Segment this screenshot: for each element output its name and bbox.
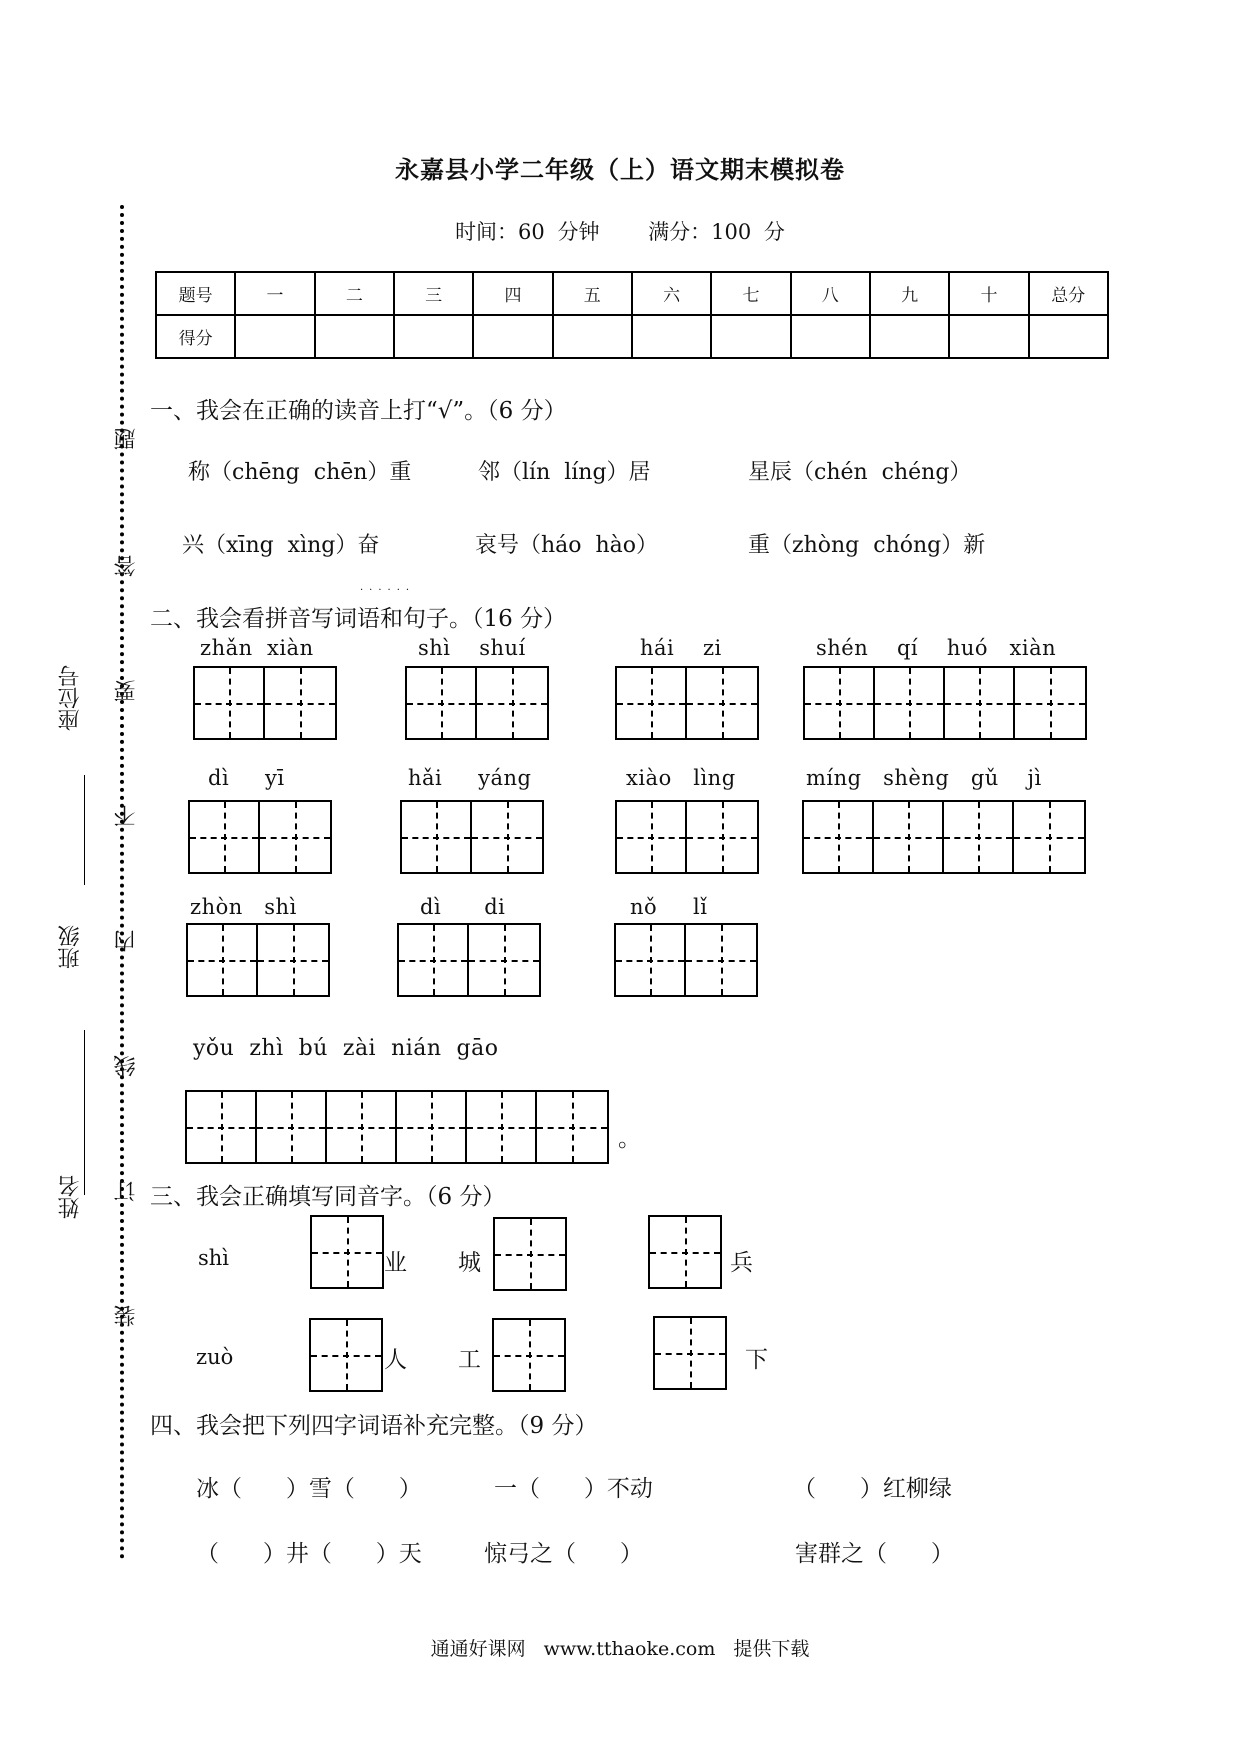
q2-pinyin: shén qí huó xiàn [816, 636, 1057, 660]
seat-underline [84, 775, 85, 885]
binding-dotted-line [120, 205, 124, 1560]
seal-char: 要 [114, 680, 139, 702]
q4-item[interactable]: 害群之（ ） [795, 1541, 954, 1567]
seal-char: 装 [114, 1305, 139, 1327]
q2-pinyin: dì di [420, 895, 506, 919]
q2-heading: 二、我会看拼音写词语和句子。（16 分） [150, 606, 567, 632]
decorative-dots: ······ [360, 585, 416, 596]
score-cell[interactable] [394, 315, 473, 358]
tianzige-box[interactable] [493, 1217, 567, 1291]
score-header: 三 [394, 272, 473, 315]
tianzige-grid[interactable] [405, 666, 549, 740]
score-cell[interactable] [791, 315, 870, 358]
q1-heading: 一、我会在正确的读音上打“√”。（6 分） [150, 398, 567, 424]
q3-word: 城 [458, 1250, 481, 1276]
score-header: 题号 [156, 272, 235, 315]
q2-pinyin: míng shèng gǔ jì [806, 766, 1042, 790]
tianzige-grid[interactable] [615, 800, 759, 874]
sentence-grid[interactable] [185, 1090, 609, 1164]
seal-char: 答 [114, 555, 139, 577]
score-row-label: 得分 [156, 315, 235, 358]
q2-pinyin: zhǎn xiàn [200, 636, 314, 660]
score-table-score-row [156, 315, 1108, 358]
tianzige-grid[interactable] [615, 666, 759, 740]
tianzige-box[interactable] [648, 1215, 722, 1289]
tianzige-box[interactable] [310, 1215, 384, 1289]
q3-word: 下 [745, 1347, 768, 1373]
score-cell[interactable] [949, 315, 1028, 358]
q4-item[interactable]: （ ）红柳绿 [793, 1476, 952, 1502]
page-title: 永嘉县小学二年级（上）语文期末模拟卷 [395, 155, 845, 184]
score-cell[interactable] [473, 315, 552, 358]
score-header: 五 [553, 272, 632, 315]
footer-url[interactable]: www.tthaoke.com [543, 1638, 716, 1660]
q1-item[interactable]: 称（chēng chēn）重 [188, 460, 412, 485]
tianzige-grid[interactable] [193, 666, 337, 740]
class-label: 班级 [58, 925, 83, 969]
q4-item[interactable]: 冰（ ）雪（ ） [196, 1476, 422, 1502]
name-label: 姓名 [58, 1175, 83, 1219]
score-cell[interactable] [553, 315, 632, 358]
score-table [155, 271, 1109, 359]
score-header: 七 [711, 272, 790, 315]
score-cell[interactable] [632, 315, 711, 358]
seal-char: 内 [114, 930, 139, 952]
q2-pinyin: nǒ lǐ [630, 895, 708, 919]
q1-item[interactable]: 星辰（chén chéng） [748, 460, 972, 485]
score-cell[interactable] [235, 315, 314, 358]
tianzige-box[interactable] [492, 1318, 566, 1392]
q1-item[interactable]: 兴（xīng xìng）奋 [182, 533, 380, 558]
sentence-period: 。 [618, 1126, 641, 1152]
score-header: 总分 [1029, 272, 1108, 315]
tianzige-grid[interactable] [802, 800, 1086, 874]
score-header: 十 [949, 272, 1028, 315]
q2-pinyin: dì yī [208, 766, 285, 790]
score-cell[interactable] [711, 315, 790, 358]
q3-word: 人 [384, 1347, 407, 1373]
q3-heading: 三、我会正确填写同音字。（6 分） [150, 1184, 506, 1210]
tianzige-grid[interactable] [186, 923, 330, 997]
tianzige-box[interactable] [653, 1316, 727, 1390]
footer-suffix: 提供下载 [733, 1638, 810, 1660]
class-underline [84, 1030, 85, 1195]
q2-pinyin: zhòn shì [190, 895, 297, 919]
tianzige-box[interactable] [309, 1318, 383, 1392]
q3-pinyin: shì [198, 1246, 230, 1270]
q1-item[interactable]: 邻（lín líng）居 [478, 460, 651, 485]
exam-full-score: 满分：100 分 [648, 220, 785, 244]
score-header: 六 [632, 272, 711, 315]
tianzige-grid[interactable] [397, 923, 541, 997]
exam-meta [0, 216, 1240, 246]
q3-word: 业 [384, 1250, 407, 1276]
q3-pinyin: zuò [196, 1345, 234, 1369]
exam-time: 时间：60 分钟 [455, 220, 600, 244]
q1-item[interactable]: 重（zhòng chóng）新 [748, 533, 986, 558]
q2-pinyin: hái zi [640, 636, 722, 660]
seal-char: 线 [114, 1055, 139, 1077]
seal-char: 订 [114, 1180, 139, 1202]
tianzige-grid[interactable] [188, 800, 332, 874]
tianzige-grid[interactable] [614, 923, 758, 997]
score-cell[interactable] [315, 315, 394, 358]
score-header: 九 [870, 272, 949, 315]
q4-item[interactable]: （ ）井（ ）天 [196, 1541, 422, 1567]
score-header: 四 [473, 272, 552, 315]
q3-word: 工 [458, 1347, 481, 1373]
q4-item[interactable]: 一（ ）不动 [494, 1476, 653, 1502]
seat-label: 座位号 [58, 665, 83, 731]
q2-pinyin: hǎi yáng [408, 766, 532, 790]
footer [0, 1634, 1240, 1661]
score-cell[interactable] [1029, 315, 1108, 358]
q1-item[interactable]: 哀号（háo hào） [475, 533, 659, 558]
tianzige-grid[interactable] [803, 666, 1087, 740]
score-table-header-row [156, 272, 1108, 315]
score-header: 二 [315, 272, 394, 315]
seal-char: 题 [114, 428, 139, 450]
q3-word: 兵 [730, 1250, 753, 1276]
footer-site-name: 通通好课网 [430, 1638, 526, 1660]
score-header: 八 [791, 272, 870, 315]
seal-char: 不 [114, 805, 139, 827]
q4-heading: 四、我会把下列四字词语补充完整。（9 分） [150, 1413, 598, 1439]
tianzige-grid[interactable] [400, 800, 544, 874]
q2-pinyin: shì shuí [418, 636, 526, 660]
score-cell[interactable] [870, 315, 949, 358]
q2-pinyin: xiào lìng [626, 766, 736, 790]
score-header: 一 [235, 272, 314, 315]
q4-item[interactable]: 惊弓之（ ） [484, 1541, 643, 1567]
q2-sentence-pinyin: yǒu zhì bú zài nián gāo [193, 1036, 499, 1061]
